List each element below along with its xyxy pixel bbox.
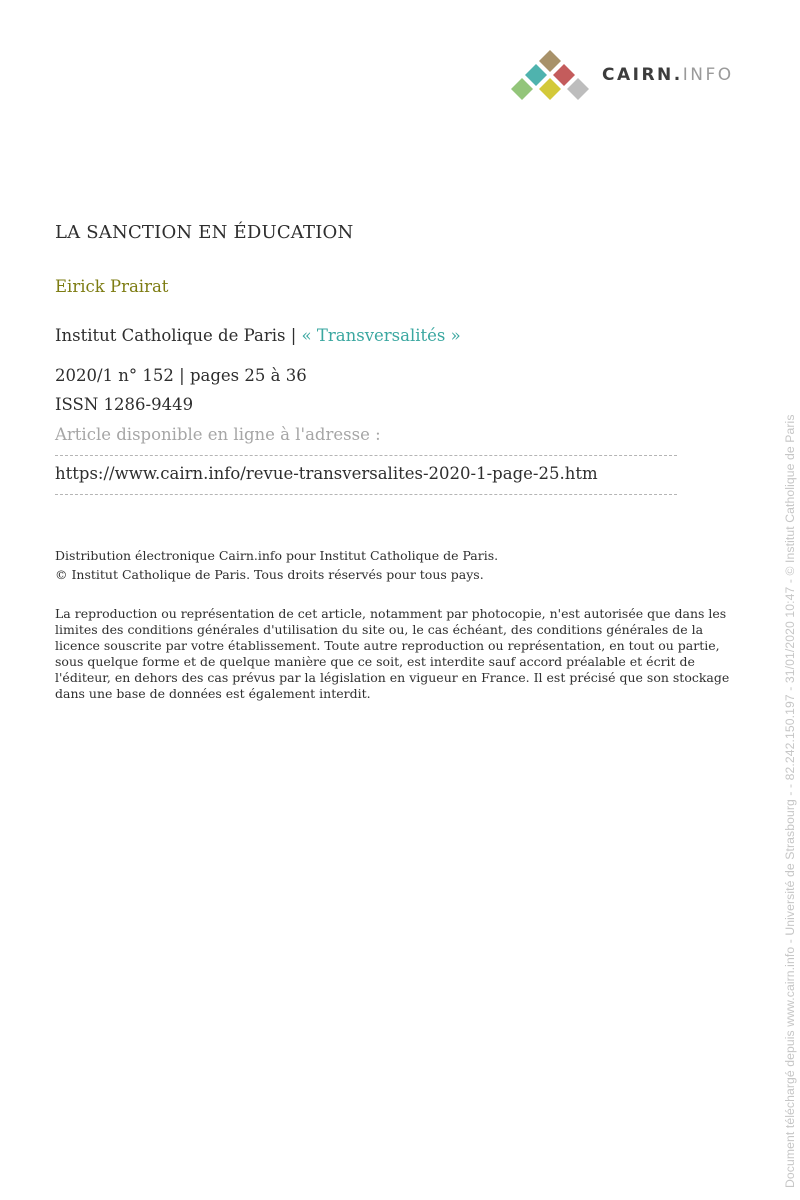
- logo-diamond-top: [539, 50, 561, 72]
- dashed-divider-bottom: [55, 494, 677, 495]
- publisher-line: [55, 326, 461, 345]
- logo-wordmark: [602, 65, 734, 85]
- issn-info: ISSN 1286-9449: [55, 395, 194, 414]
- logo-diamond-gray: [567, 78, 589, 100]
- journal-link[interactable]: « Transversalités »: [301, 326, 461, 345]
- logo-wordmark-cairn: CAIRN: [602, 65, 674, 85]
- publisher-separator: |: [285, 326, 302, 345]
- legal-notice: La reproduction ou représentation de cet article, notamment par photocopie, n'est autorisée que dans les limites des conditions générales d'utilisation du site ou, le cas échéant, des conditions générales de la licence souscrite par votre établissement. Toute autre reproduction ou représentation, en tout ou partie, sous quelque forme et de quelque manière que ce soit, est interdite sauf accord préalable et écrit de l'éditeur, en dehors des cas prévus par la législation en vigueur en France. Il est précisé que son stockage dans une base de données est également interdit.: [55, 606, 730, 701]
- logo-wordmark-info: INFO: [682, 65, 734, 85]
- logo-diamond-teal: [525, 64, 547, 86]
- issue-info: 2020/1 n° 152 | pages 25 à 36: [55, 366, 307, 385]
- logo-diamond-green: [511, 78, 533, 100]
- article-title: LA SANCTION EN ÉDUCATION: [55, 222, 354, 243]
- logo-diamond-yellow: [539, 78, 561, 100]
- distribution-notice: [55, 546, 498, 584]
- copyright-text: © Institut Catholique de Paris. Tous droits réservés pour tous pays.: [55, 567, 484, 582]
- article-author[interactable]: Eirick Prairat: [55, 277, 169, 296]
- available-online-label: Article disponible en ligne à l'adresse :: [55, 425, 381, 444]
- publisher-name: Institut Catholique de Paris: [55, 326, 286, 345]
- download-stamp-vertical: Document téléchargé depuis www.cairn.info - Université de Strasbourg - - 82.242.150.197 - 31/01/2020 10:47 - © Institut Catholique de Paris: [783, 414, 797, 1188]
- cairn-logo: [510, 48, 760, 104]
- logo-wordmark-dot: .: [673, 65, 683, 85]
- logo-diamond-red: [553, 64, 575, 86]
- article-url-link[interactable]: https://www.cairn.info/revue-transversalites-2020-1-page-25.htm: [55, 464, 598, 483]
- cairn-diamond-logo-icon: [510, 48, 594, 104]
- distribution-text: Distribution électronique Cairn.info pour Institut Catholique de Paris.: [55, 548, 499, 563]
- dashed-divider-top: [55, 455, 677, 456]
